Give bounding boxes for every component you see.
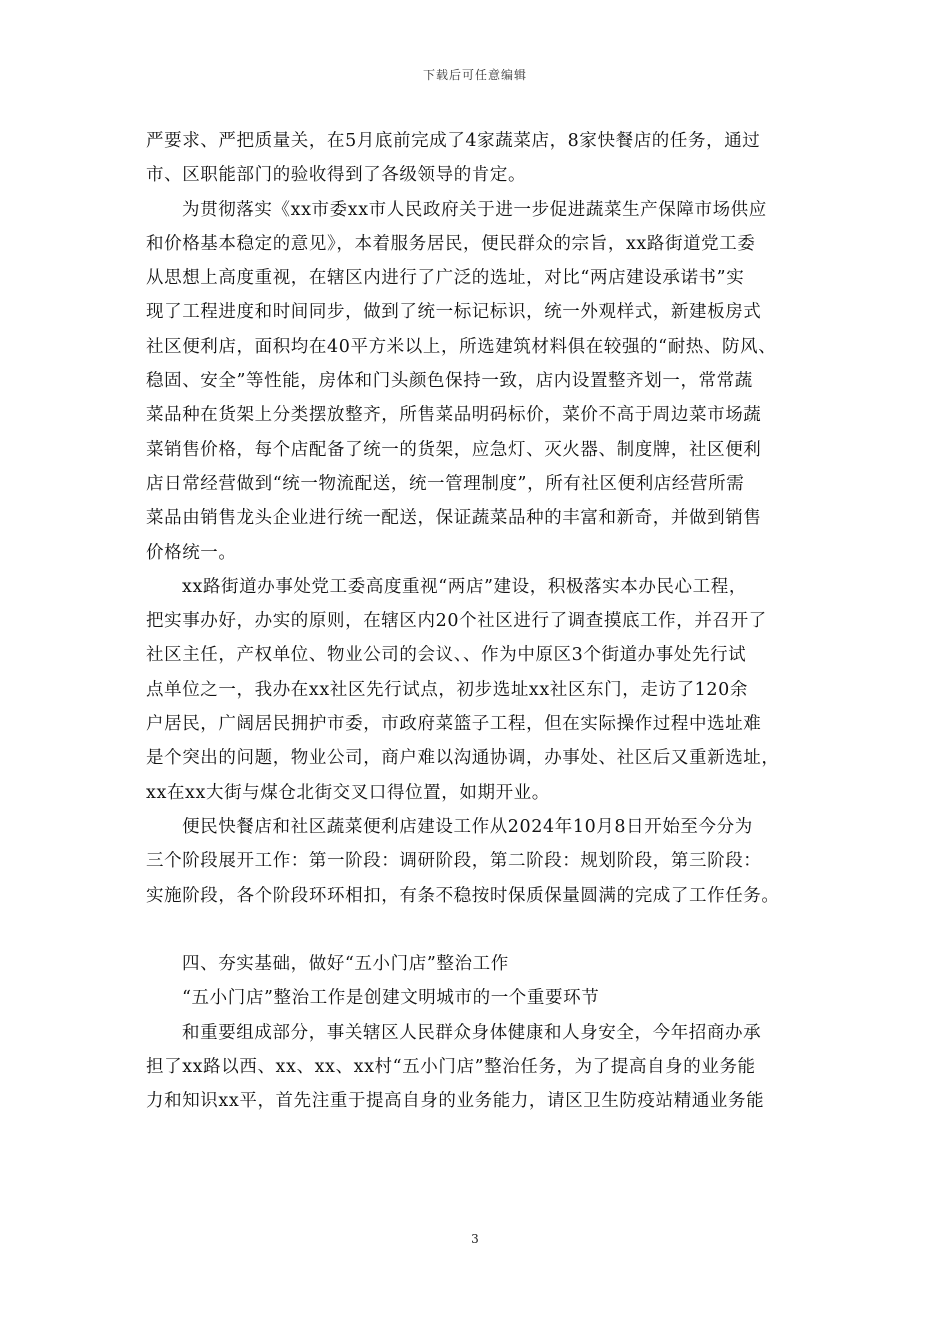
text-line: 是个突出的问题，物业公司，商户难以沟通协调，办事处、社区后又重新选址， [146, 748, 780, 769]
page-number: 3 [471, 1232, 479, 1246]
text-line: xx在xx大街与煤仓北街交叉口得位置，如期开业。 [146, 782, 550, 803]
text-line: 点单位之一，我办在xx社区先行试点，初步选址xx社区东门，走访了120余 [146, 679, 748, 700]
text-line: 菜品由销售龙头企业进行统一配送，保证蔬菜品种的丰富和新奇，并做到销售 [146, 508, 762, 529]
text-line: 店日常经营做到“统一物流配送，统一管理制度”，所有社区便利店经营所需 [146, 473, 745, 494]
text-line: 社区主任，产权单位、物业公司的会议、、作为中原区3个街道办事处先行试 [146, 645, 747, 666]
blank-line [146, 913, 806, 947]
text-line: 户居民，广阔居民拥护市委，市政府菜篮子工程，但在实际操作过程中选址难 [146, 714, 762, 735]
text-line: 把实事办好，办实的原则，在辖区内20个社区进行了调查摸底工作，并召开了 [146, 611, 767, 632]
text-line: 稳固、安全”等性能，房体和门头颜色保持一致，店内设置整齐划一，常常蔬 [146, 371, 753, 392]
paragraph-first-line: 和重要组成部分，事关辖区人民群众身体健康和人身安全，今年招商办承 [182, 1022, 762, 1043]
paragraph-first-line: 便民快餐店和社区蔬菜便利店建设工作从2024年10月8日开始至今分为 [182, 816, 753, 837]
text-line: 价格统一。 [146, 542, 237, 563]
text-line: 严要求、严把质量关，在5月底前完成了4家蔬菜店，8家快餐店的任务，通过 [146, 131, 761, 151]
text-line: 力和知识xx平，首先注重于提高自身的业务能力，请区卫生防疫站精通业务能 [146, 1091, 765, 1112]
paragraph-first-line: 为贯彻落实《xx市委xx市人民政府关于进一步促进蔬菜生产保障市场供应 [182, 199, 767, 220]
text-line: 菜销售价格，每个店配备了统一的货架，应急灯、灭火器、制度牌，社区便利 [146, 439, 762, 460]
text-line: 从思想上高度重视，在辖区内进行了广泛的选址，对比“两店建设承诺书”实 [146, 268, 745, 289]
paragraph-first-line: xx路街道办事处党工委高度重视“两店”建设，积极落实本办民心工程， [182, 576, 747, 597]
paragraph-first-line: “五小门店”整治工作是创建文明城市的一个重要环节 [182, 988, 600, 1009]
text-line: 三个阶段展开工作：第一阶段：调研阶段，第二阶段：规划阶段，第三阶段： [146, 851, 762, 872]
text-line: 菜品种在货架上分类摆放整齐，所售菜品明码标价，菜价不高于周边菜市场蔬 [146, 405, 762, 426]
text-line: 和价格基本稳定的意见》，本着服务居民，便民群众的宗旨，xx路街道党工委 [146, 233, 756, 254]
text-line: 社区便利店，面积均在40平方米以上，所选建筑材料俱在较强的“耐热、防风、 [146, 336, 777, 357]
document-body [146, 124, 806, 1119]
text-line: 市、区职能部门的验收得到了各级领导的肯定。 [146, 165, 527, 186]
text-line: 现了工程进度和时间同步，做到了统一标记标识，统一外观样式，新建板房式 [146, 302, 762, 323]
section-heading: 四、夯实基础，做好“五小门店”整治工作 [182, 954, 509, 975]
page-header: 下载后可任意编辑 [422, 68, 527, 82]
text-line: 实施阶段，各个阶段环环相扣，有条不稳按时保质保量圆满的完成了工作任务。 [146, 885, 780, 906]
text-line: 担了xx路以西、xx、xx、xx村“五小门店”整治任务，为了提高自身的业务能 [146, 1057, 756, 1078]
